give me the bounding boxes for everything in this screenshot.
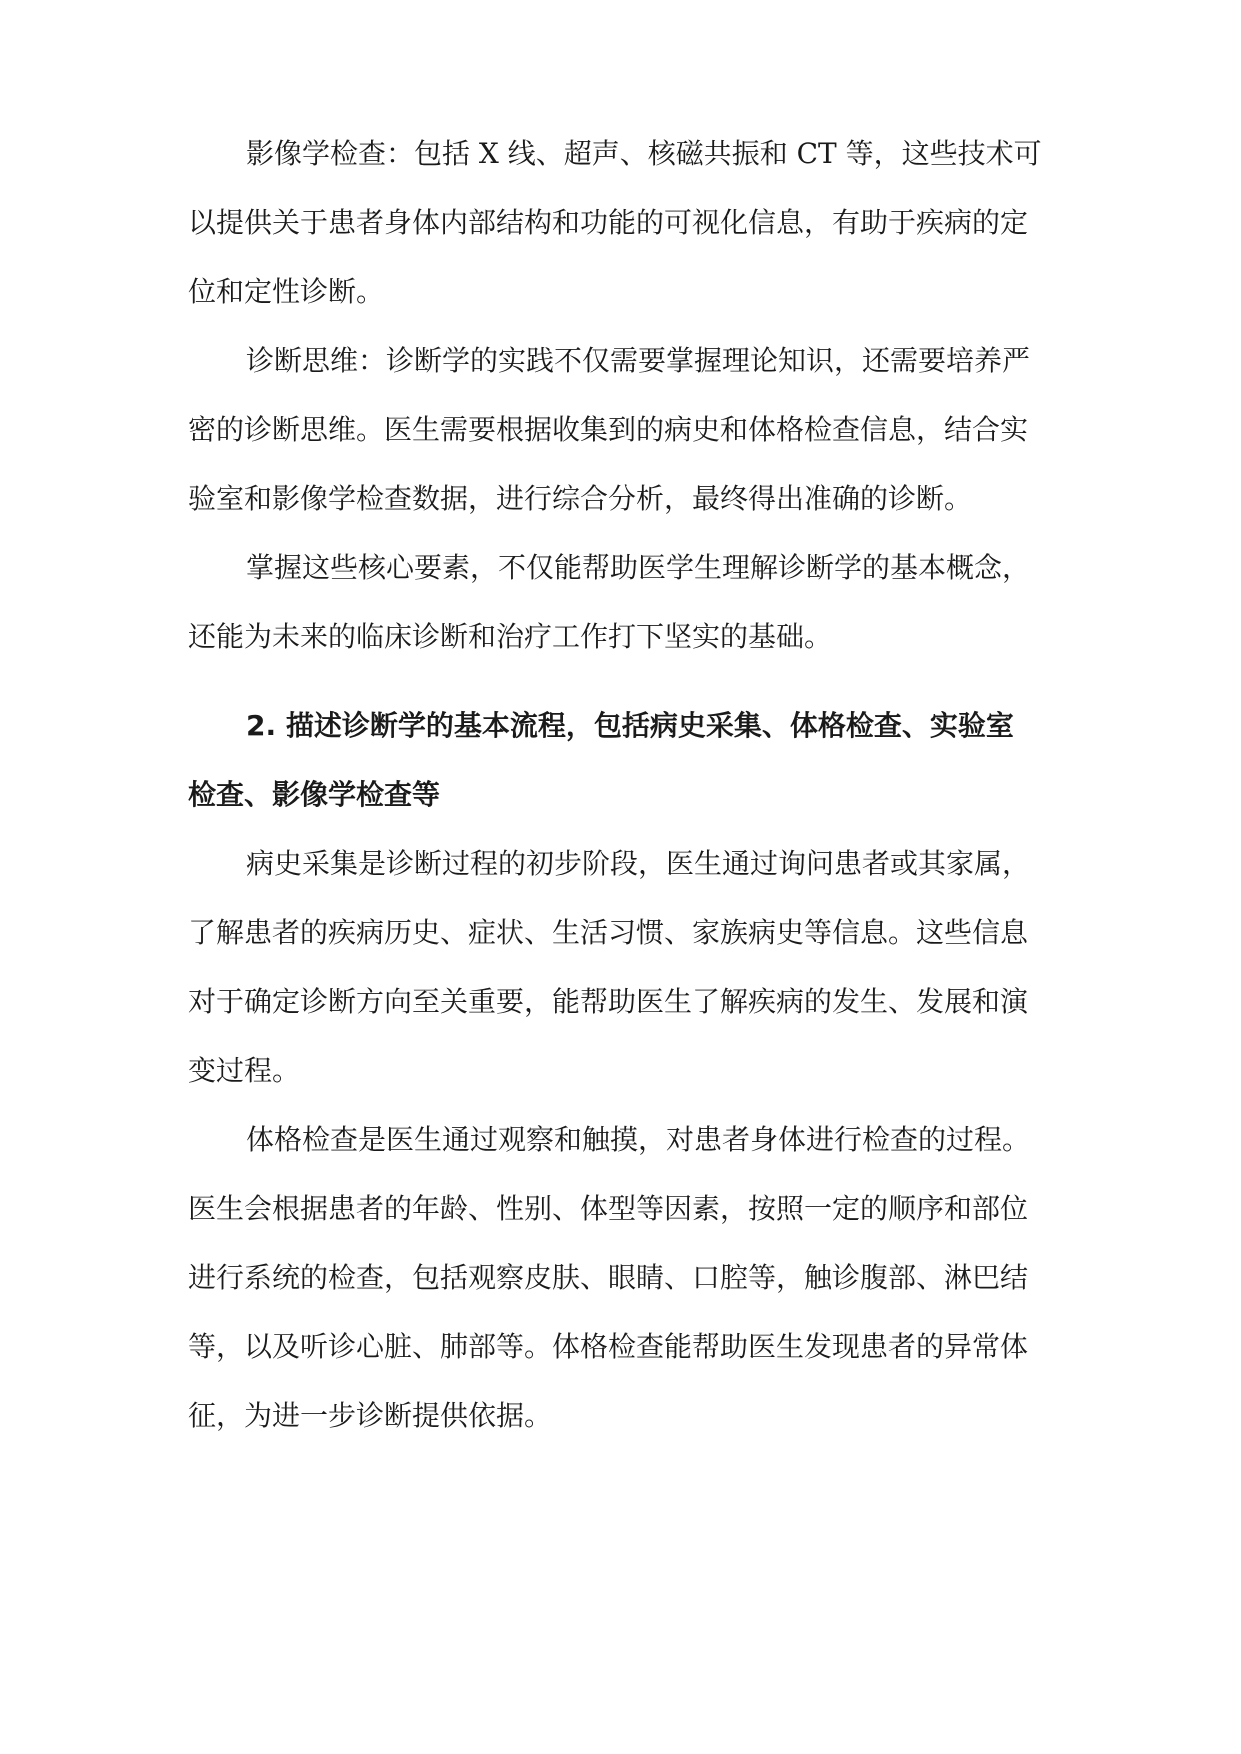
- paragraph-thinking-line-3: 验室和影像学检查数据，进行综合分析，最终得出准确的诊断。: [188, 482, 973, 515]
- paragraph-history-line-2: 了解患者的疾病历史、症状、生活习惯、家族病史等信息。这些信息: [188, 916, 1029, 949]
- paragraph-history-line-4: 变过程。: [188, 1054, 301, 1087]
- paragraph-thinking-line-1: 诊断思维：诊断学的实践不仅需要掌握理论知识，还需要培养严: [246, 344, 1031, 377]
- paragraph-physical-line-4: 等，以及听诊心脏、肺部等。体格检查能帮助医生发现患者的异常体: [188, 1330, 1029, 1363]
- paragraph-imaging-line-2: 以提供关于患者身体内部结构和功能的可视化信息，有助于疾病的定: [188, 206, 1029, 239]
- paragraph-physical-line-3: 进行系统的检查，包括观察皮肤、眼睛、口腔等，触诊腹部、淋巴结: [188, 1261, 1029, 1294]
- paragraph-imaging-line-3: 位和定性诊断。: [188, 275, 385, 308]
- section-heading-line-2: 检查、影像学检查等: [188, 778, 441, 811]
- paragraph-history-line-1: 病史采集是诊断过程的初步阶段，医生通过询问患者或其家属，: [246, 847, 1031, 880]
- paragraph-physical-line-2: 医生会根据患者的年龄、性别、体型等因素，按照一定的顺序和部位: [188, 1192, 1029, 1225]
- paragraph-thinking-line-2: 密的诊断思维。医生需要根据收集到的病史和体格检查信息，结合实: [188, 413, 1029, 446]
- paragraph-physical-line-1: 体格检查是医生通过观察和触摸，对患者身体进行检查的过程。: [246, 1123, 1031, 1156]
- paragraph-physical-line-5: 征，为进一步诊断提供依据。: [188, 1399, 553, 1432]
- section-heading-line-1: 2. 描述诊断学的基本流程，包括病史采集、体格检查、实验室: [246, 709, 1014, 742]
- paragraph-core-line-1: 掌握这些核心要素，不仅能帮助医学生理解诊断学的基本概念，: [246, 551, 1031, 584]
- paragraph-imaging-line-1: 影像学检查：包括 X 线、超声、核磁共振和 CT 等，这些技术可: [246, 137, 1042, 170]
- paragraph-core-line-2: 还能为未来的临床诊断和治疗工作打下坚实的基础。: [188, 620, 833, 653]
- paragraph-history-line-3: 对于确定诊断方向至关重要，能帮助医生了解疾病的发生、发展和演: [188, 985, 1029, 1018]
